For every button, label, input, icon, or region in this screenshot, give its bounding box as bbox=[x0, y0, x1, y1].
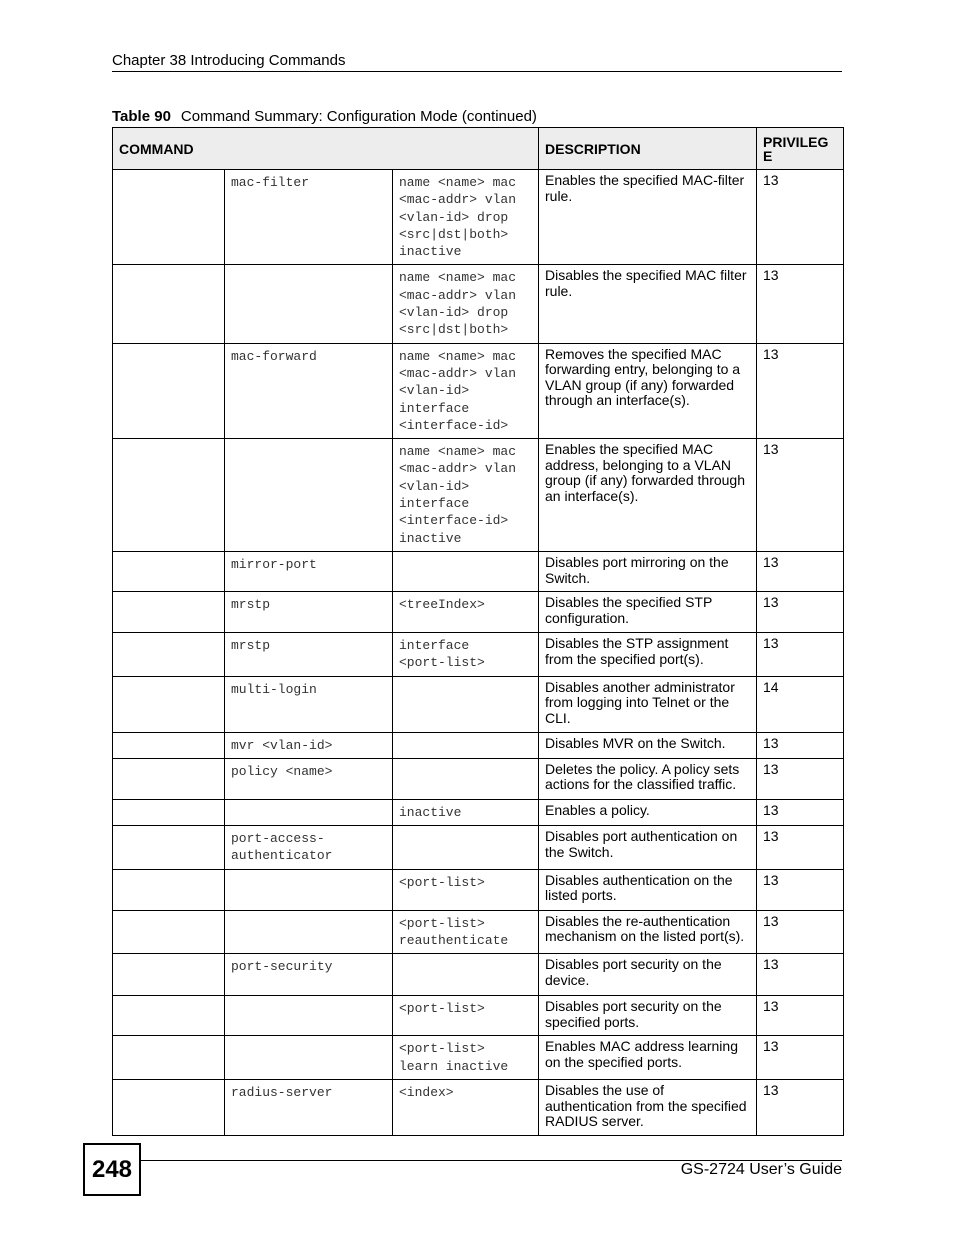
command-arg-text: <mac-addr> vlan bbox=[399, 365, 517, 381]
description-text: Enables a policy. bbox=[545, 801, 650, 818]
privilege-cell bbox=[757, 732, 844, 758]
table-row bbox=[113, 170, 844, 265]
command-cell bbox=[225, 826, 393, 870]
command-prefix-cell bbox=[113, 632, 225, 676]
description-text: Disables the specified MAC filter rule. bbox=[545, 267, 747, 300]
command-prefix-cell bbox=[113, 551, 225, 591]
privilege-text: 13 bbox=[763, 828, 779, 845]
description-text: Removes the specified MAC forwarding entry, belonging to a VLAN group (if any) forwarded through an interface(s). bbox=[545, 345, 741, 409]
command-text: mirror-port bbox=[231, 556, 317, 572]
command-prefix-cell bbox=[113, 343, 225, 438]
command-text: mac-filter bbox=[231, 175, 310, 190]
description-text: Disables the use of authentication from the specified RADIUS server. bbox=[545, 1081, 747, 1130]
command-prefix-cell bbox=[113, 732, 225, 758]
command-cell bbox=[225, 1079, 393, 1135]
table-body bbox=[113, 170, 844, 1136]
privilege-cell bbox=[757, 1036, 844, 1080]
command-text: mrstp bbox=[231, 637, 271, 653]
description-cell bbox=[539, 799, 757, 825]
privilege-cell bbox=[757, 265, 844, 343]
command-prefix-cell bbox=[113, 676, 225, 732]
privilege-cell bbox=[757, 439, 844, 552]
table-row bbox=[113, 632, 844, 676]
page-number: 248 bbox=[83, 1143, 141, 1196]
description-cell bbox=[539, 910, 757, 954]
command-text: mac-forward bbox=[231, 348, 317, 364]
privilege-text: 13 bbox=[763, 1081, 779, 1098]
command-prefix-cell bbox=[113, 170, 225, 265]
command-arg-text: name <name> mac bbox=[399, 175, 517, 190]
description-text: Disables port security on the device. bbox=[545, 956, 722, 988]
command-cell bbox=[225, 591, 393, 632]
privilege-text: 13 bbox=[763, 1038, 779, 1055]
command-text: policy <name> bbox=[231, 763, 333, 779]
command-arg-text: interface bbox=[399, 637, 470, 653]
description-cell bbox=[539, 676, 757, 732]
command-arg-text: <interface-id> bbox=[399, 513, 509, 529]
table-row bbox=[113, 1079, 844, 1135]
privilege-text: 13 bbox=[763, 871, 779, 888]
table-row bbox=[113, 676, 844, 732]
command-args-cell bbox=[393, 676, 539, 732]
command-args-cell bbox=[393, 758, 539, 799]
command-text: port-security bbox=[231, 959, 333, 975]
command-cell bbox=[225, 996, 393, 1036]
command-text: radius-server bbox=[231, 1084, 333, 1100]
privilege-cell bbox=[757, 910, 844, 954]
privilege-cell bbox=[757, 799, 844, 825]
command-arg-text: reauthenticate bbox=[399, 933, 509, 949]
command-arg-text: inactive bbox=[399, 244, 462, 260]
command-prefix-cell bbox=[113, 869, 225, 910]
privilege-cell bbox=[757, 343, 844, 438]
command-cell bbox=[225, 954, 393, 996]
description-text: Disables port authentication on the Switch. bbox=[545, 828, 738, 860]
command-arg-text: <port-list> bbox=[399, 915, 485, 931]
command-cell bbox=[225, 439, 393, 552]
table-header-row bbox=[113, 128, 844, 170]
command-arg-text: inactive bbox=[399, 530, 462, 546]
command-args-cell bbox=[393, 591, 539, 632]
command-arg-text: <vlan-id> bbox=[399, 478, 470, 494]
table-row bbox=[113, 591, 844, 632]
privilege-cell bbox=[757, 676, 844, 732]
command-arg-text: <treeIndex> bbox=[399, 596, 485, 612]
command-arg-text: <port-list> bbox=[399, 655, 485, 671]
command-arg-text: <vlan-id> drop bbox=[399, 305, 509, 321]
command-text: port-access- bbox=[231, 831, 325, 847]
description-text: Disables MVR on the Switch. bbox=[545, 734, 726, 751]
privilege-text: 13 bbox=[763, 345, 779, 362]
privilege-cell bbox=[757, 170, 844, 265]
command-prefix-cell bbox=[113, 439, 225, 552]
description-cell bbox=[539, 265, 757, 343]
command-cell bbox=[225, 170, 393, 265]
command-arg-text: <mac-addr> vlan bbox=[399, 461, 517, 477]
description-text: Disables port security on the specified ports. bbox=[545, 998, 722, 1030]
description-text: Disables the re-authentication mechanism on the listed port(s). bbox=[545, 912, 745, 945]
command-cell bbox=[225, 343, 393, 438]
command-args-cell bbox=[393, 732, 539, 758]
command-arg-text: <interface-id> bbox=[399, 417, 509, 433]
privilege-text: 14 bbox=[763, 678, 779, 695]
privilege-text: 13 bbox=[763, 734, 779, 751]
command-text: mvr <vlan-id> bbox=[231, 737, 333, 753]
command-prefix-cell bbox=[113, 1036, 225, 1080]
privilege-cell bbox=[757, 551, 844, 591]
privilege-text: 13 bbox=[763, 441, 779, 458]
description-text: Enables the specified MAC address, belonging to a VLAN group (if any) forwarded through an interface(s). bbox=[545, 441, 745, 504]
privilege-cell bbox=[757, 996, 844, 1036]
description-cell bbox=[539, 732, 757, 758]
privilege-cell bbox=[757, 826, 844, 870]
privilege-text: 13 bbox=[763, 553, 779, 570]
command-text: authenticator bbox=[231, 848, 333, 864]
header-rule bbox=[112, 71, 842, 72]
header-privilege: PRIVILEG E bbox=[757, 128, 844, 170]
command-arg-text: <port-list> bbox=[399, 1041, 485, 1057]
command-arg-text: <src|dst|both> bbox=[399, 322, 509, 338]
command-args-cell bbox=[393, 343, 539, 438]
table-row bbox=[113, 910, 844, 954]
command-summary-table bbox=[112, 127, 844, 1136]
command-cell bbox=[225, 799, 393, 825]
privilege-cell bbox=[757, 869, 844, 910]
command-args-cell bbox=[393, 869, 539, 910]
command-arg-text: name <name> mac bbox=[399, 444, 517, 460]
table-row bbox=[113, 1036, 844, 1080]
command-arg-text: name <name> mac bbox=[399, 348, 517, 364]
command-arg-text: interface bbox=[399, 400, 470, 416]
table-caption-label: Table 90 bbox=[112, 108, 171, 125]
description-cell bbox=[539, 826, 757, 870]
command-args-cell bbox=[393, 799, 539, 825]
description-text: Disables another administrator from logging into Telnet or the CLI. bbox=[545, 678, 735, 726]
privilege-cell bbox=[757, 758, 844, 799]
command-cell bbox=[225, 265, 393, 343]
command-cell bbox=[225, 632, 393, 676]
header-command: COMMAND bbox=[113, 128, 539, 170]
command-prefix-cell bbox=[113, 826, 225, 870]
table-caption bbox=[112, 108, 537, 125]
privilege-text: 13 bbox=[763, 998, 779, 1015]
description-cell bbox=[539, 591, 757, 632]
command-cell bbox=[225, 869, 393, 910]
command-prefix-cell bbox=[113, 954, 225, 996]
command-arg-text: interface bbox=[399, 496, 470, 512]
description-cell bbox=[539, 1036, 757, 1080]
command-cell bbox=[225, 732, 393, 758]
description-cell bbox=[539, 869, 757, 910]
command-prefix-cell bbox=[113, 591, 225, 632]
command-args-cell bbox=[393, 1079, 539, 1135]
command-args-cell bbox=[393, 910, 539, 954]
header-description: DESCRIPTION bbox=[539, 128, 757, 170]
guide-title: GS-2724 User’s Guide bbox=[680, 1161, 842, 1178]
command-args-cell bbox=[393, 551, 539, 591]
privilege-text: 13 bbox=[763, 593, 779, 610]
command-args-cell bbox=[393, 265, 539, 343]
command-cell bbox=[225, 910, 393, 954]
chapter-header: Chapter 38 Introducing Commands bbox=[112, 52, 346, 69]
table-row bbox=[113, 265, 844, 343]
description-text: Disables port mirroring on the Switch. bbox=[545, 553, 729, 586]
command-cell bbox=[225, 1036, 393, 1080]
command-cell bbox=[225, 551, 393, 591]
table-row bbox=[113, 799, 844, 825]
command-args-cell bbox=[393, 1036, 539, 1080]
command-cell bbox=[225, 676, 393, 732]
privilege-text: 13 bbox=[763, 172, 779, 188]
command-args-cell bbox=[393, 826, 539, 870]
description-cell bbox=[539, 758, 757, 799]
command-arg-text: <vlan-id> bbox=[399, 383, 470, 399]
command-arg-text: name <name> mac bbox=[399, 270, 517, 286]
privilege-text: 13 bbox=[763, 801, 779, 818]
description-cell bbox=[539, 439, 757, 552]
command-arg-text: <mac-addr> vlan bbox=[399, 287, 517, 303]
command-text: multi-login bbox=[231, 681, 317, 697]
description-cell bbox=[539, 1079, 757, 1135]
privilege-cell bbox=[757, 954, 844, 996]
command-arg-text: <index> bbox=[399, 1084, 454, 1100]
command-arg-text: <src|dst|both> bbox=[399, 226, 509, 242]
description-text: Disables the specified STP configuration. bbox=[545, 593, 713, 626]
table-row bbox=[113, 551, 844, 591]
command-arg-text: <vlan-id> drop bbox=[399, 209, 509, 225]
command-arg-text: <port-list> bbox=[399, 874, 485, 890]
description-text: Disables the STP assignment from the specified port(s). bbox=[545, 634, 729, 667]
privilege-text: 13 bbox=[763, 912, 779, 929]
description-cell bbox=[539, 632, 757, 676]
table-row bbox=[113, 996, 844, 1036]
privilege-text: 13 bbox=[763, 760, 779, 777]
command-prefix-cell bbox=[113, 799, 225, 825]
command-arg-text: <port-list> bbox=[399, 1001, 485, 1017]
description-text: Enables the specified MAC-filter rule. bbox=[545, 172, 745, 204]
command-arg-text: learn inactive bbox=[399, 1058, 509, 1074]
table-row bbox=[113, 869, 844, 910]
privilege-text: 13 bbox=[763, 956, 779, 973]
command-args-cell bbox=[393, 996, 539, 1036]
command-arg-text: inactive bbox=[399, 804, 462, 820]
privilege-text: 13 bbox=[763, 267, 779, 284]
description-cell bbox=[539, 170, 757, 265]
table-row bbox=[113, 954, 844, 996]
command-prefix-cell bbox=[113, 1079, 225, 1135]
privilege-cell bbox=[757, 632, 844, 676]
command-prefix-cell bbox=[113, 265, 225, 343]
privilege-cell bbox=[757, 1079, 844, 1135]
description-cell bbox=[539, 954, 757, 996]
command-args-cell bbox=[393, 439, 539, 552]
command-prefix-cell bbox=[113, 910, 225, 954]
command-args-cell bbox=[393, 954, 539, 996]
command-text: mrstp bbox=[231, 596, 271, 612]
privilege-text: 13 bbox=[763, 634, 779, 651]
description-cell bbox=[539, 996, 757, 1036]
table-row bbox=[113, 826, 844, 870]
command-prefix-cell bbox=[113, 996, 225, 1036]
table-row bbox=[113, 758, 844, 799]
description-text: Enables MAC address learning on the specified ports. bbox=[545, 1038, 738, 1070]
command-arg-text: <mac-addr> vlan bbox=[399, 192, 517, 208]
description-cell bbox=[539, 343, 757, 438]
command-prefix-cell bbox=[113, 758, 225, 799]
table-row bbox=[113, 439, 844, 552]
description-cell bbox=[539, 551, 757, 591]
table-caption-title: Command Summary: Configuration Mode (continued) bbox=[180, 108, 537, 125]
table-row bbox=[113, 343, 844, 438]
command-args-cell bbox=[393, 632, 539, 676]
privilege-cell bbox=[757, 591, 844, 632]
description-text: Deletes the policy. A policy sets actions for the classified traffic. bbox=[545, 760, 740, 793]
command-cell bbox=[225, 758, 393, 799]
description-text: Disables authentication on the listed ports. bbox=[545, 871, 733, 904]
table-row bbox=[113, 732, 844, 758]
command-args-cell bbox=[393, 170, 539, 265]
